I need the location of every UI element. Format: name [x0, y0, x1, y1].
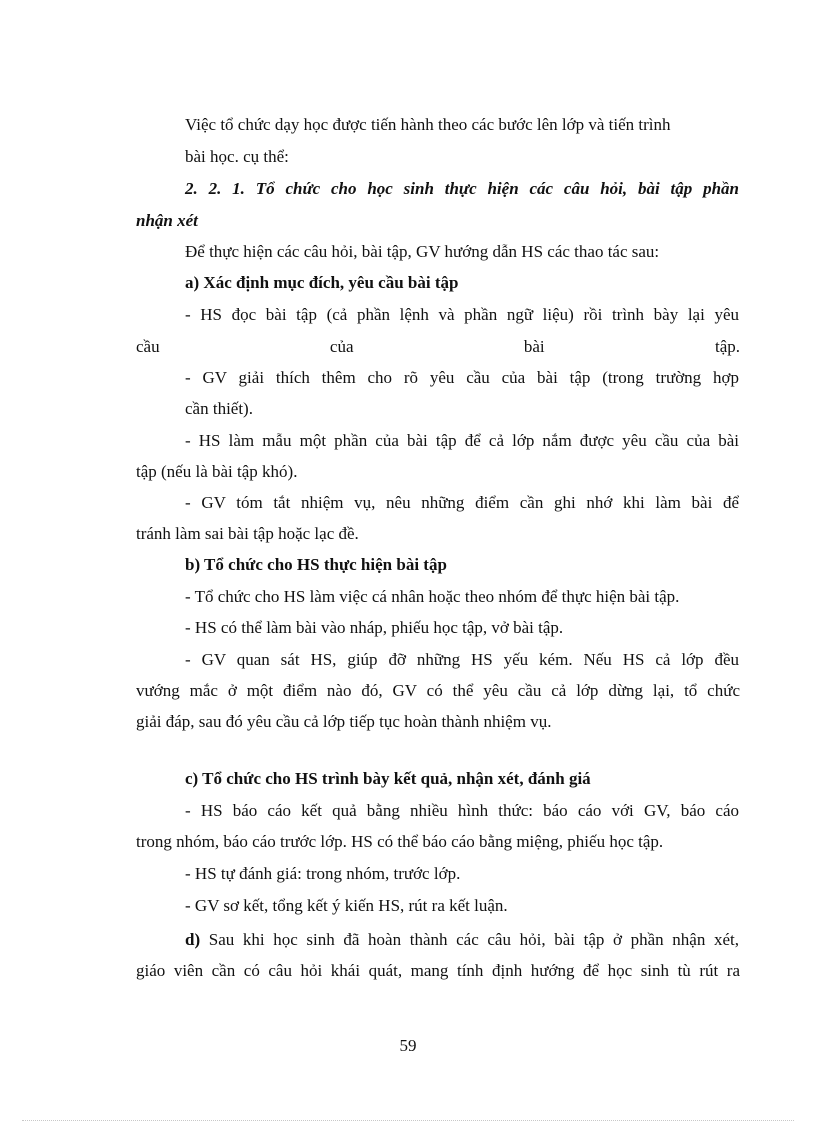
paragraph-line: - GV giải thích thêm cho rõ yêu cầu của bài tập (trong trường hợp — [185, 368, 739, 387]
paragraph-line: - GV tóm tắt nhiệm vụ, nêu những điểm cần ghi nhớ khi làm bài để — [185, 493, 739, 512]
paragraph-line: - HS đọc bài tập (cả phần lệnh và phần ngữ liệu) rồi trình bày lại yêu — [185, 305, 739, 324]
paragraph-line: - GV quan sát HS, giúp đỡ những HS yếu kém. Nếu HS cả lớp đều — [185, 650, 739, 669]
paragraph-line: tập (nếu là bài tập khó). — [136, 462, 298, 481]
paragraph-line: - Tổ chức cho HS làm việc cá nhân hoặc theo nhóm để thực hiện bài tập. — [185, 587, 680, 606]
paragraph-line: bài học. cụ thể: — [185, 147, 289, 166]
paragraph-line: - HS làm mẫu một phần của bài tập để cả lớp nắm được yêu cầu của bài — [185, 431, 739, 450]
paragraph-line: Việc tổ chức dạy học được tiến hành theo các bước lên lớp và tiến trình — [185, 115, 671, 134]
subheading-d-label: d) — [185, 930, 201, 949]
paragraph-line: cần thiết). — [185, 399, 253, 418]
paragraph-line: - HS tự đánh giá: trong nhóm, trước lớp. — [185, 864, 461, 883]
subheading-c: c) Tổ chức cho HS trình bày kết quả, nhận xét, đánh giá — [185, 769, 591, 788]
paragraph-line: trong nhóm, báo cáo trước lớp. HS có thể báo cáo bằng miệng, phiếu học tập. — [136, 832, 664, 851]
paragraph-d — [185, 929, 739, 951]
paragraph-line: - HS có thể làm bài vào nháp, phiếu học tập, vở bài tập. — [185, 618, 564, 637]
paragraph-line: giải đáp, sau đó yêu cầu cả lớp tiếp tục hoàn thành nhiệm vụ. — [136, 712, 552, 731]
paragraph-line: Sau khi học sinh đã hoàn thành các câu hỏi, bài tập ở phần nhận xét, — [200, 930, 739, 949]
section-heading: 2. 2. 1. Tổ chức cho học sinh thực hiện các câu hỏi, bài tập phần — [185, 179, 739, 198]
paragraph-line: - GV sơ kết, tổng kết ý kiến HS, rút ra kết luận. — [185, 896, 508, 915]
page-bottom-divider — [22, 1120, 794, 1121]
paragraph-line: cầu của bài tập. — [136, 337, 740, 356]
page-number: 59 — [399, 1036, 417, 1055]
subheading-a: a) Xác định mục đích, yêu cầu bài tập — [185, 273, 459, 292]
paragraph-line: giáo viên cần có câu hỏi khái quát, mang tính định hướng để học sinh tù rút ra — [136, 961, 740, 980]
section-heading-cont: nhận xét — [136, 211, 198, 230]
subheading-b: b) Tổ chức cho HS thực hiện bài tập — [185, 555, 447, 574]
paragraph-line: vướng mắc ở một điểm nào đó, GV có thể yêu cầu cả lớp dừng lại, tổ chức — [136, 681, 740, 700]
paragraph-line: tránh làm sai bài tập hoặc lạc đề. — [136, 524, 359, 543]
paragraph-line: Để thực hiện các câu hỏi, bài tập, GV hướng dẫn HS các thao tác sau: — [185, 242, 660, 261]
paragraph-line: - HS báo cáo kết quả bằng nhiều hình thức: báo cáo với GV, báo cáo — [185, 801, 739, 820]
